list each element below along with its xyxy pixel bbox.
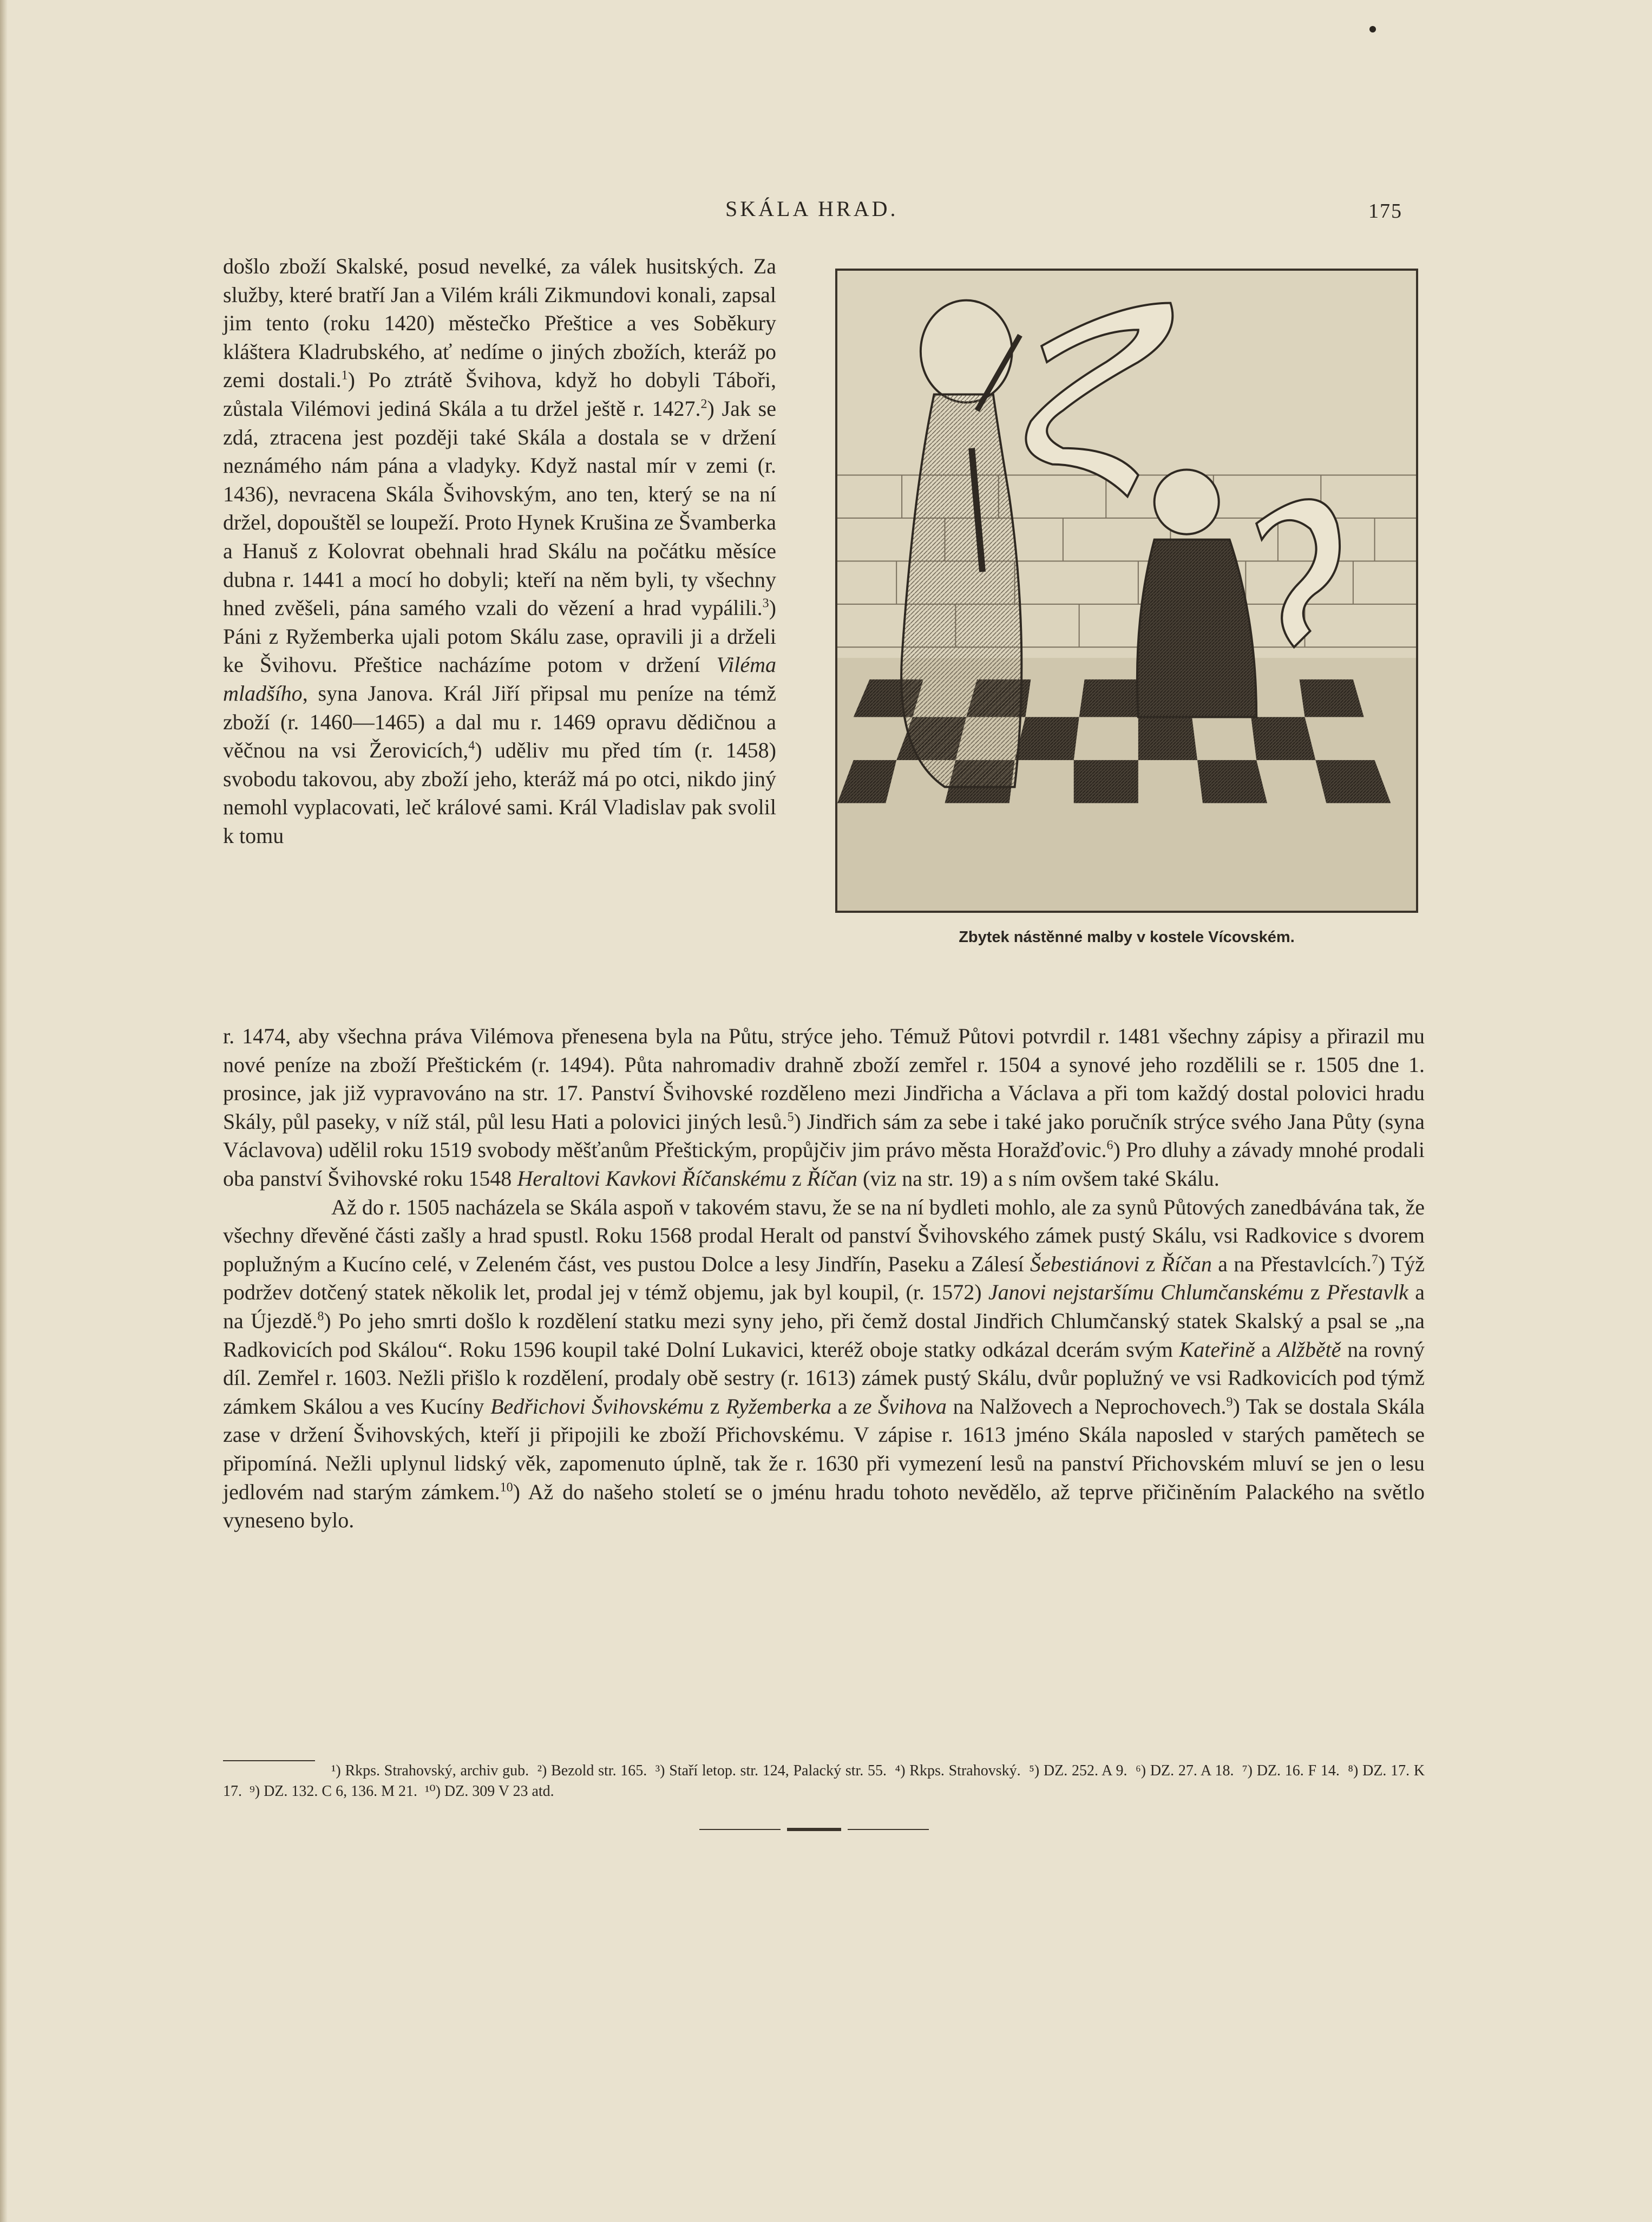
ink-dot bbox=[1369, 26, 1376, 32]
end-ornament bbox=[699, 1827, 929, 1832]
page-edge bbox=[0, 0, 8, 2222]
footnote-ref: 9 bbox=[1226, 1395, 1233, 1409]
footnote-ref: 3 bbox=[762, 596, 769, 611]
footnote-ref: 6 bbox=[1106, 1139, 1113, 1153]
footnote-ref: 2 bbox=[700, 397, 707, 411]
mural-illustration bbox=[835, 269, 1418, 913]
figure-caption: Zbytek nástěnné malby v kostele Vícovském. bbox=[959, 929, 1295, 946]
body-text bbox=[223, 1022, 1425, 1535]
footnote-ref: 10 bbox=[500, 1480, 513, 1495]
running-head: SKÁLA HRAD. bbox=[725, 197, 899, 221]
column-text: došlo zboží Skalské, posud nevelké, za válek husitských. Za služby, které bratří Jan a Vilém králi Zikmundovi konali, zapsal jim tento (roku 1420) městečko Přeštice a ves Soběkury kláštera Kladrubského, ať nedíme o jiných zbožích, kteráž po zemi dostali.$^1$) Po ztrátě Švihova, když ho dobyli Táboři, zůstala Vilémovi jediná Skála a tu držel ještě r. 1427.$^2$) Jak se zdá, ztracena jest později také Skála a dostala se v držení neznámého nám pána a vladyky. Když nastal mír v zemi (r. 1436), nevracena Skála Švihovským, ano ten, který se na ní držel, dopouštěl se loupeží. Proto Hynek Krušina ze Švamberka a Hanuš z Kolovrat obehnali hrad Skálu na počátku měsíce dubna r. 1441 a mocí ho dobyli; kteří na něm byli, ty všechny hned zvěšeli, pána samého vzali do vězení a hrad vypálili.$^3$) Páni z Ryžemberka ujali potom Skálu zase, opravili ji a drželi ke Švihovu. Přeštice nacházíme potom v držení Viléma mladšího, syna Janova. Král Jiří připsal mu peníze na témž zboží (r. 1460—1465) a dal mu r. 1469 opravu dědičnou a věčnou na vsi Žerovicích,$^4$) uděliv mu před tím (r. 1458) svobodu takovou, aby zboží jeho, kteráž má po otci, nikdo jiný nemohl vyplacovati, leč králové sami. Král Vladislav pak svolil k tomu bbox=[223, 254, 776, 848]
footnote-ref: 5 bbox=[787, 1110, 794, 1125]
paragraph: r. 1474, aby všechna práva Vilémova přenesena byla na Půtu, strýce jeho. Témuž Půtovi potvrdil r. 1481 všechny zápisy a přirazil mu nové peníze na zboží Přeštickém (r. 1494). Půta nahromadiv drahně zboží zemřel r. 1504 a synové jeho rozdělili se r. 1505 dne 1. prosince, jak již vypravováno na str. 17. Panství Švihovské rozděleno mezi Jindřicha a Václava a při tom každý dostal polovici hradu Skály, půl paseky, v níž stál, půl lesu Hati a polovici jiných lesů.$^5$) Jindřich sám za sebe i také jako poručník strýce svého Jana Půty (syna Václavova) udělil roku 1519 svobody měšťanům Přeštickým, propůjčiv jim právo města Horažďovic.$^6$) Pro dluhy a závady mnohé prodali oba panství Švihovské roku 1548 Heraltovi Kavkovi Říčanskému z Říčan (viz na str. 19) a s ním ovšem také Skálu. bbox=[223, 1024, 1425, 1191]
footnote-ref: 4 bbox=[468, 739, 475, 753]
footnote-ref: 7 bbox=[1371, 1252, 1378, 1267]
paragraph: Až do r. 1505 nacházela se Skála aspoň v takovém stavu, že se na ní bydleti mohlo, ale za synů Půtových zanedbávána tak, že všechny dřevěné části zašly a hrad spustl. Roku 1568 prodal Heralt od panství Švihovského zámek pustý Skálu, vsi Radkovice s dvorem poplužným a Kucíno celé, v Zeleném část, ves pustou Dolce a lesy Jindřín, Paseku a Zálesí Šebestiánovi z Říčan a na Přestavlcích.$^7$) Týž podržev dotčený statek několik let, prodal jej v témž objemu, jak byl koupil, (r. 1572) Janovi nejstaršímu Chlumčanskému z Přestavlk a na Újezdě.$^8$) Po jeho smrti došlo k rozdělení statku mezi syny jeho, při čemž dostal Jindřich Chlumčanský statek Skalský a psal se „na Radkovicích pod Skálou“. Roku 1596 koupil také Dolní Lukavici, kteréž oboje statky odkázal dcerám svým Kateřině a Alžbětě na rovný díl. Zemřel r. 1603. Nežli přišlo k rozdělení, prodaly obě sestry (r. 1613) zámek pustý Skálu, dvůr poplužný ve vsi Radkovicích pod týmž zámkem Skálou a ves Kucíny Bedřichovi Švihovskému z Ryžemberka a ze Švihova na Nalžovech a Neprochovech.$^9$) Tak se dostala Skála zase v držení Švihovských, kteří ji připojili ke zboží Přichovskému. V zápise r. 1613 jméno Skála naposled v starých pamětech se připomíná. Nežli uplynul lidský věk, zapomenuto úplně, tak že r. 1630 při vymezení lesů na panství Přichovském mluví se jen o lesu jedlovém nad starým zámkem.$^{10}$) Až do našeho století se o jménu hradu tohoto nevědělo, až teprve přičiněním Palackého na světlo vyneseno bylo. bbox=[223, 1194, 1425, 1533]
footnote-ref: 8 bbox=[317, 1309, 324, 1324]
footnote-line: ¹) Rkps. Strahovský, archiv gub. ²) Bezold str. 165. ³) Staří letop. str. 124, Palacký str. 55. ⁴) Rkps. Strahovský. ⁵) DZ. 252. A 9. ⁶) DZ. 27. A 18. ⁷) DZ. 16. F 14. ⁸) DZ. 17. K 17. ⁹) DZ. 132. C 6, 136. M 21. ¹⁰) DZ. 309 V 23 atd. bbox=[223, 1762, 1425, 1800]
page-number: 175 bbox=[1368, 200, 1402, 223]
mural-drawing bbox=[837, 271, 1416, 911]
footnotes bbox=[223, 1761, 1425, 1802]
footnote-ref: 1 bbox=[341, 369, 348, 383]
